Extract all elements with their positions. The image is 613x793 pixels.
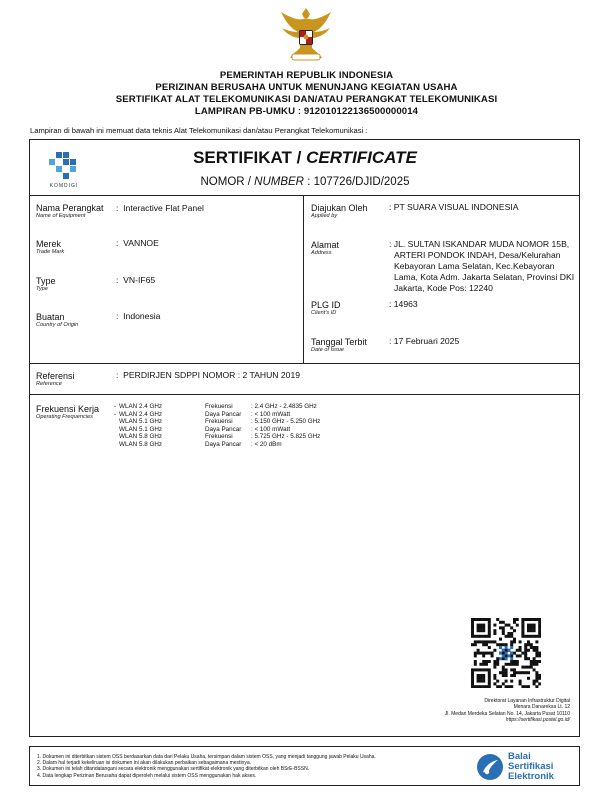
field-country: Buatan Country of Origin	[36, 312, 79, 328]
bsre-logo-icon	[476, 753, 504, 781]
field-reference: Referensi Reference	[36, 371, 75, 387]
frequency-row: - WLAN 2.4 GHz Daya Pancar : < 100 mWatt	[114, 410, 291, 418]
field-applied-by: Diajukan Oleh Applied by	[311, 203, 368, 219]
intro-text: Lampiran di bawah ini memuat data teknis Alat Telekomunikasi dan/atau Perangkat Telekomunikasi :	[30, 126, 368, 135]
country-value: : Indonesia	[116, 311, 161, 321]
qr-code	[471, 618, 541, 688]
client-id-value: : 14963	[389, 299, 418, 309]
header-line-2: PERIZINAN BERUSAHA UNTUK MENUNJANG KEGIATAN USAHA	[155, 82, 458, 93]
frequency-row: - WLAN 2.4 GHz Frekuensi : 2.4 GHz - 2.4835 GHz	[114, 403, 317, 410]
reference-value: : PERDIRJEN SDPPI NOMOR : 2 TAHUN 2019	[116, 370, 301, 380]
field-address: Alamat Address	[311, 240, 340, 256]
frequency-row: WLAN 5.1 GHz Frekuensi : 5.150 GHz - 5.250 GHz	[119, 418, 321, 426]
divider	[29, 195, 580, 196]
equipment-name-value: : Interactive Flat Panel	[116, 203, 204, 213]
header-line-1: PEMERINTAH REPUBLIK INDONESIA	[219, 70, 394, 81]
field-client-id: PLG ID Client's ID	[311, 300, 341, 316]
frequency-row: WLAN 5.8 GHz Frekuensi : 5.725 GHz - 5.825 GHz	[119, 433, 321, 441]
header-line-4: LAMPIRAN PB-UMKU : 912010122136500000014	[194, 106, 419, 117]
bsre-logo-text: Balai Sertifikasi Elektronik	[508, 751, 554, 782]
field-equipment-name: Nama Perangkat Name of Equipment	[36, 203, 104, 219]
address-value: : JL. SULTAN ISKANDAR MUDA NOMOR 15B, ARTERI PONDOK INDAH, Desa/Kelurahan Kebayoran Lama Selatan, Kec.Kebayoran Lama, Kota Adm. Jakarta Selatan, Provinsi DKI Jakarta, Kode Pos: 12240	[389, 239, 575, 293]
frequency-row: WLAN 5.8 GHz Daya Pancar : < 20 dBm	[119, 440, 282, 448]
applied-by-value: : PT SUARA VISUAL INDONESIA	[389, 202, 519, 212]
type-value: : VN-IF65	[116, 275, 156, 285]
issue-date-value: : 17 Februari 2025	[389, 336, 460, 346]
field-trade-mark: Merek Trade Mark	[36, 239, 65, 255]
field-frequencies: Frekuensi Kerja Operating Frequencies	[36, 404, 100, 420]
divider	[29, 363, 580, 364]
divider	[29, 394, 580, 395]
frequency-row: WLAN 5.1 GHz Daya Pancar : < 100 mWatt	[119, 425, 291, 433]
signature-block: Direktorat Layanan Infrastruktur Digital Menara Danareksa Lt. 12 Jl. Medan Merdeka Selatan No. 14, Jakarta Pusat 10110 https://sertifikasi.postel.go.id/	[444, 698, 570, 724]
field-issue-date: Tanggal Terbit Date of Issue	[311, 337, 367, 353]
footnotes: 1. Dokumen ini diterbitkan sistem OSS berdasarkan data dari Pelaku Usaha, tersimpan dalam sistem OSS, yang menjadi tanggung jawab Pelaku Usaha. 2. Dalam hal terjadi kekeliruan isi dokumen ini akan dilakukan perbaikan sebagaimana mestinya. 3. Dokumen ini telah ditandatangani secara elektronik menggunakan sertifikat elektronik yang diterbitkan oleh BSrE-BSSN. 4. Data lengkap Perizinan Berusaha dapat diperoleh melalui sistem OSS menggunakan hak akses.	[37, 754, 376, 779]
garuda-emblem	[278, 4, 334, 62]
field-type: Type Type	[36, 276, 56, 292]
certificate-number: NOMOR / NUMBER : 107726/DJID/2025	[200, 176, 410, 188]
trade-mark-value: : VANNOE	[116, 238, 159, 248]
komdigi-logo	[46, 150, 82, 180]
header-line-3: SERTIFIKAT ALAT TELEKOMUNIKASI DAN/ATAU PERANGKAT TELEKOMUNIKASI	[115, 94, 498, 105]
frequency-table	[114, 403, 320, 449]
column-divider	[303, 195, 304, 363]
certificate-title: SERTIFIKAT / CERTIFICATE	[193, 148, 417, 167]
logo-label: KOMDIGI	[49, 183, 79, 189]
